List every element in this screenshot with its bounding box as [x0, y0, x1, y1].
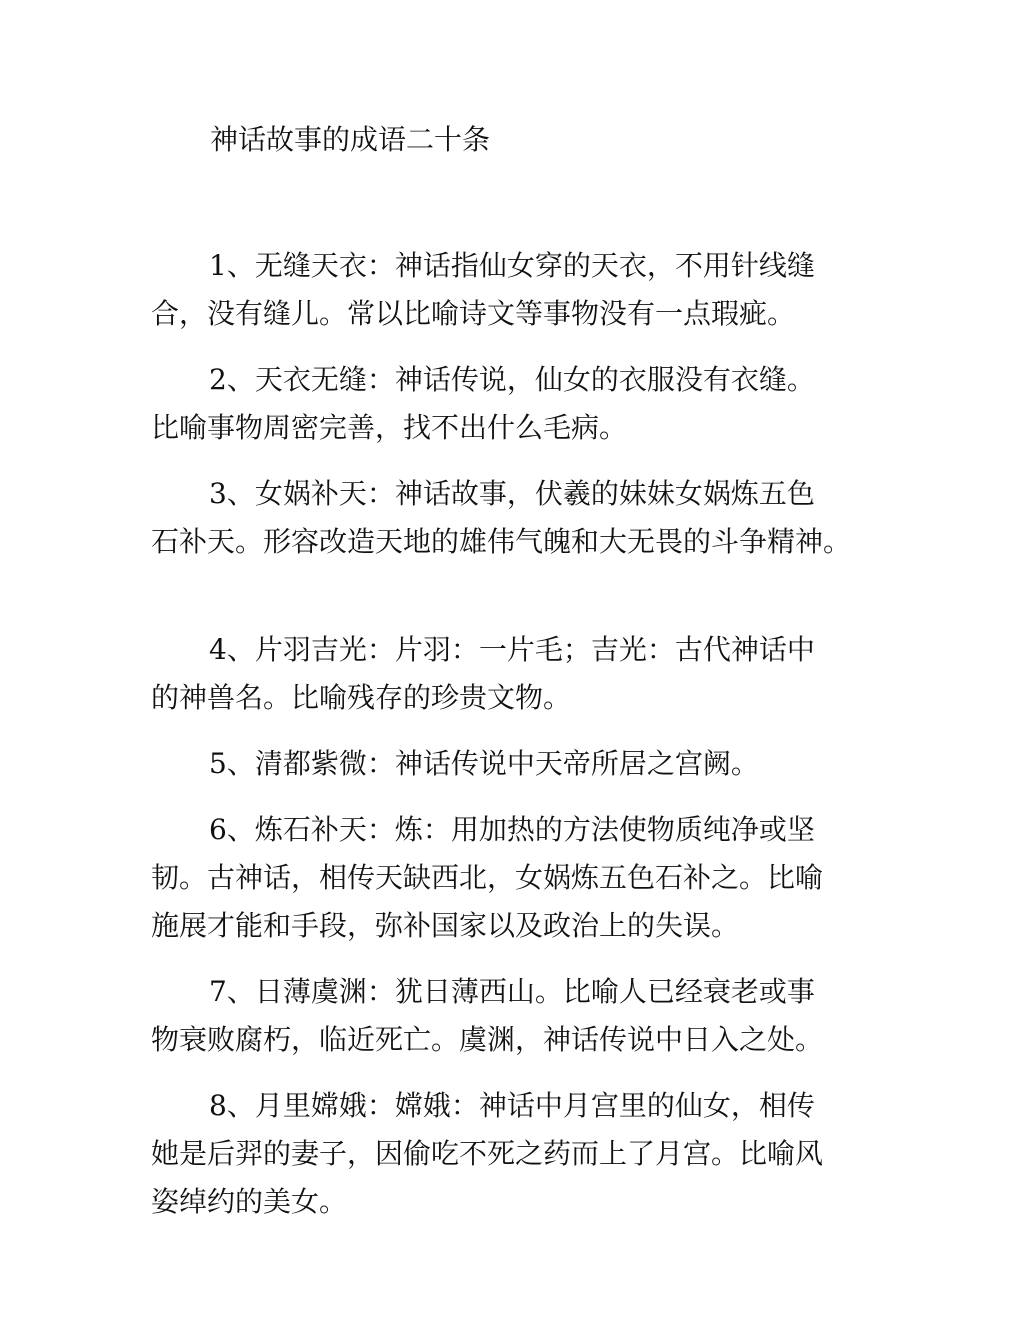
- entry-line: 3、女娲补天：神话故事，伏羲的妹妹女娲炼五色: [209, 477, 815, 510]
- entry-line: 合，没有缝儿。常以比喻诗文等事物没有一点瑕疵。: [151, 297, 796, 330]
- entry-line: 石补天。形容改造天地的雄伟气魄和大无畏的斗争精神。: [151, 525, 852, 558]
- entry-line: 她是后羿的妻子，因偷吃不死之药而上了月宫。比喻风: [151, 1137, 824, 1170]
- entry-line: 姿绰约的美女。: [151, 1185, 348, 1218]
- entry-line: 8、月里嫦娥：嫦娥：神话中月宫里的仙女，相传: [209, 1089, 815, 1122]
- entry-line: 施展才能和手段，弥补国家以及政治上的失误。: [151, 909, 740, 942]
- idiom-entry-2: [151, 356, 891, 452]
- idiom-entry-6: [151, 806, 891, 950]
- entry-line: 4、片羽吉光：片羽：一片毛；吉光：古代神话中: [209, 633, 815, 666]
- entry-line: 韧。古神话，相传天缺西北，女娲炼五色石补之。比喻: [151, 861, 824, 894]
- entry-line: 5、清都紫微：神话传说中天帝所居之宫阙。: [209, 747, 759, 780]
- entry-line: 6、炼石补天：炼：用加热的方法使物质纯净或坚: [209, 813, 815, 846]
- document-body: [151, 242, 891, 1244]
- document-title: 神话故事的成语二十条: [210, 123, 491, 156]
- idiom-entry-4: [151, 626, 891, 722]
- idiom-entry-3: [151, 470, 891, 566]
- entry-line: 2、天衣无缝：神话传说，仙女的衣服没有衣缝。: [209, 363, 815, 396]
- entry-line: 7、日薄虞渊：犹日薄西山。比喻人已经衰老或事: [209, 975, 815, 1008]
- entry-line: 1、无缝天衣：神话指仙女穿的天衣，不用针线缝: [209, 249, 815, 282]
- entry-line: 物衰败腐朽，临近死亡。虞渊，神话传说中日入之处。: [151, 1023, 824, 1056]
- entry-line: 比喻事物周密完善，找不出什么毛病。: [151, 411, 628, 444]
- idiom-entry-5: [151, 740, 891, 788]
- idiom-entry-8: [151, 1082, 891, 1226]
- idiom-entry-7: [151, 968, 891, 1064]
- idiom-entry-1: [151, 242, 891, 338]
- entry-line: 的神兽名。比喻残存的珍贵文物。: [151, 681, 572, 714]
